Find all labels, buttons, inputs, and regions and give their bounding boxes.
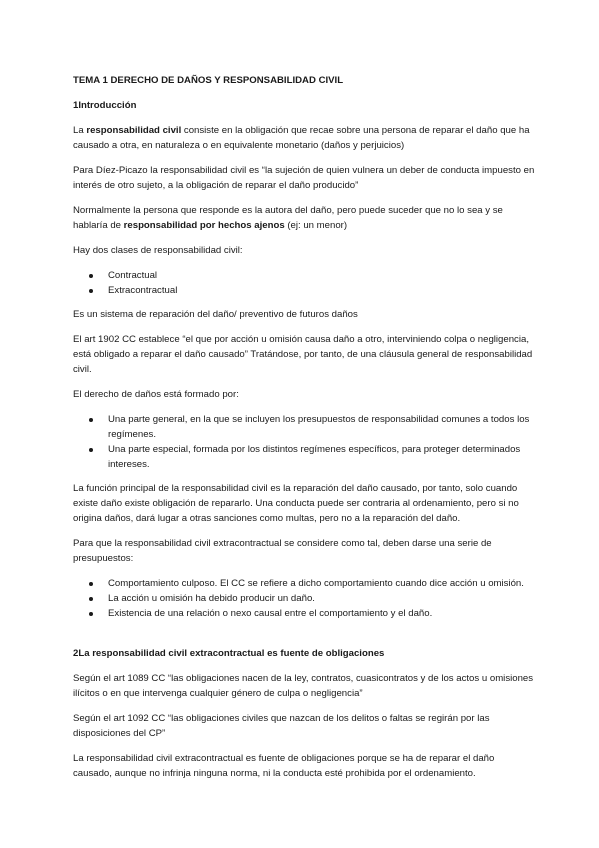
paragraph-1-text-c: consiste en la obligación que recae sobre una persona de reparar el daño que ha causado a otra, en naturaleza o en equivalente monetario (daños y perjuicios): [73, 125, 530, 151]
list-item: Existencia de una relación o nexo causal entre el comportamiento y el daño.: [73, 606, 535, 621]
bullet-list-1: [73, 268, 535, 298]
paragraph-10: Según el art 1089 CC “las obligaciones nacen de la ley, contratos, cuasicontratos y de los actos u omisiones ilícitos o en que intervenga cualquier género de culpa o negligencia”: [73, 673, 534, 699]
document-body: [73, 73, 535, 791]
list-item: La acción u omisión ha debido producir un daño.: [73, 591, 535, 606]
list-item: Extracontractual: [73, 283, 535, 298]
section-1-heading: 1Introducción: [73, 100, 137, 111]
paragraph-11: Según el art 1092 CC “las obligaciones civiles que nazcan de los delitos o faltas se regirán por las disposiciones del CP”: [73, 713, 490, 739]
paragraph-1: [73, 123, 535, 153]
section-2-heading: 2La responsabilidad civil extracontractual es fuente de obligaciones: [73, 648, 385, 659]
document-title: TEMA 1 DERECHO DE DAÑOS Y RESPONSABILIDAD CIVIL: [73, 75, 344, 86]
list-item: Contractual: [73, 268, 535, 283]
paragraph-5: Es un sistema de reparación del daño/ preventivo de futuros daños: [73, 309, 358, 320]
paragraph-6: El art 1902 CC establece “el que por acción u omisión causa daño a otro, interviniendo colpa o negligencia, está obligado a reparar el daño causado” Tratándose, por tanto, de una cláusula general de responsabilidad civil.: [73, 334, 533, 375]
bullet-list-2: [73, 412, 535, 472]
paragraph-8: La función principal de la responsabilidad civil es la reparación del daño causado, por tanto, solo cuando existe daño existe obligación de repararlo. Una conducta puede ser contraria al ordenamiento, pero si no origina daños, dará lugar a otras sanciones como multas, pero no a la reparación del daño.: [73, 483, 519, 524]
paragraph-1-text-a: La: [73, 125, 87, 136]
paragraph-1-bold-term: responsabilidad civil: [86, 125, 182, 136]
paragraph-2: Para Díez-Picazo la responsabilidad civil es “la sujeción de quien vulnera un deber de conducta impuesto en interés de otro sujeto, a la obligación de reparar el daño producido”: [73, 165, 535, 191]
paragraph-3-bold-term: responsabilidad por hechos ajenos: [123, 220, 285, 231]
paragraph-3-text-c: (ej: un menor): [284, 220, 348, 231]
list-item: Comportamiento culposo. El CC se refiere a dicho comportamiento cuando dice acción u omisión.: [73, 576, 535, 591]
paragraph-7: El derecho de daños está formado por:: [73, 389, 239, 400]
list-item: Una parte general, en la que se incluyen los presupuestos de responsabilidad comunes a todos los regímenes.: [73, 412, 535, 442]
paragraph-3: [73, 203, 535, 233]
paragraph-4: Hay dos clases de responsabilidad civil:: [73, 245, 243, 256]
paragraph-12: La responsabilidad civil extracontractual es fuente de obligaciones porque se ha de reparar el daño causado, aunque no infrinja ninguna norma, ni la conducta esté prohibida por el ordenamiento.: [73, 753, 495, 779]
paragraph-9: Para que la responsabilidad civil extracontractual se considere como tal, deben darse una serie de presupuestos:: [73, 538, 492, 564]
list-item: Una parte especial, formada por los distintos regímenes específicos, para proteger determinados intereses.: [73, 442, 535, 472]
bullet-list-3: [73, 576, 535, 621]
paragraph-3-text-a: Normalmente la persona que responde es la autora del daño, pero puede suceder que no lo sea y se hablaría de: [73, 205, 503, 231]
